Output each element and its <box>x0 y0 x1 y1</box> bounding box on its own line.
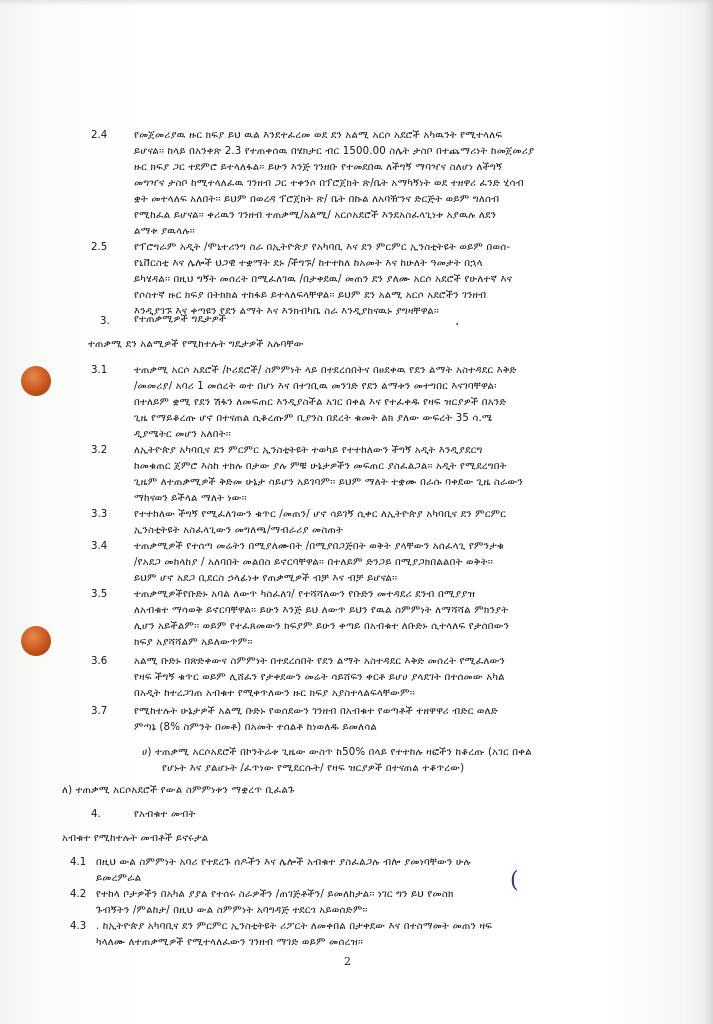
paragraph-line: ልማቱ ያዉላሉ፡፡ <box>134 226 195 237</box>
paragraph-line: የፕሮግራም አዲት /ሞኒተሪንግ ስራ በኢትዮጵያ የአካባቢ እና ደን ምርምር ኢንስቲትዩት ወይም በወሰ- <box>134 242 511 253</box>
section-number: 3. <box>100 316 110 327</box>
paragraph-line: /መመሪያ/ አባሪ 1 መሰረት ወተ በሆነ እና በተገቢዉ መንገድ የደን ልማቱን መተግበር እናገባቸዋል፡ <box>134 381 497 392</box>
paragraph-number: 4.1 <box>70 857 87 868</box>
paragraph-number: 3.1 <box>91 365 108 376</box>
paragraph-line: ዲያሜትር መሆን አለበት፡፡ <box>134 429 231 440</box>
paragraph-line: በዚህ ውል ስምምነት አባሪ የተደረጉ ሰዶችን እና ሌሎች አብቁተ ያስፈልጋሉ ብሎ ያመነባቸውን ሁሉ <box>96 857 471 868</box>
paragraph-line: አልሚ ቡድኑ በጽድቀውና ስምምነት በተደረሰበት የደን ልማት አስተዳደር እቅድ መሰረት የሚፈለውን <box>134 656 506 667</box>
paragraph-line: ጊዜም ለተጠቃሚዎች ቅድመ ሁኔታ ሳይሆን አይገባም፡፡ ይህም ማለት ተቋሙ በራሱ ባቀደው ጊዜ ስራውን <box>134 477 523 488</box>
paragraph-line: በተለይም ቋሚ የደን ሽፋን ለመፍጠር እንዲያስችል አገር በቀል እና የተፈቀዱ የዛፍ ዝርያዎች በአንድ <box>134 397 507 408</box>
sub-item-line: ሀ) ተጠቃሚ አርሶአደሮች በኮንትራቱ ጊዜው ውስጥ ከ50% በላይ የተተከሉ ዛፎችን ከቆረጡ (አገር በቀል <box>142 747 532 758</box>
paragraph-line: ይህም ሆኖ አደጋ ቢደርስ ኃላፊነቱ የጠቃሚዎች ብቻ እና ብቻ ይሆናል፡፡ <box>134 573 398 584</box>
paragraph-line: ጊዜ የማይቆረጡ ሆኖ በተናጠል ሲቆረጡም ቢያንስ በደረት ቁመት ልክ ያለው ውፍረት 35 ሳ.ሜ <box>134 413 493 424</box>
page-right-shadow <box>704 0 713 1024</box>
page-number: 2 <box>344 955 351 968</box>
section-number: 4. <box>91 809 101 820</box>
handwritten-ink-mark: ( <box>510 868 519 893</box>
paragraph-number: 4.2 <box>70 889 87 900</box>
paragraph-line: ከመቁጠር ጀምሮ እስከ ተክሉ በታው ያሉ ምቹ ሁኔታዎችን መፍጠር ያስፈልጋል፡፡ አዲት የሚደረግበት <box>134 461 507 472</box>
paragraph-line: . ከኢትዮጵያ አካባቢና ደን ምርምር ኢንስቲትዩት ሪፖርት ለመቀበል በታቀደው እና በተስማመት መጠን ዛፍ <box>96 921 493 932</box>
paragraph-line: የሶስተኛ ዙር ክፍያ በትክክል ተከፋይ ይተላለፍላቸዋል፡፡ ይህም ደን አልሚ አርሶ አደሮችን ገንዘብ <box>134 290 487 301</box>
punch-hole-bottom <box>21 626 51 656</box>
sub-item-line: ለ) ተጠቃሚ አርሶአደሮች የውል ስምምነቱን ማቋረጥ ቢፈልጉ <box>62 785 295 796</box>
paragraph-line: የመጀመሪያዉ ዙር ክፍያ ይህ ዉል እንደተፈረመ ወደ ደን አልሚ አርሶ አደሮች አካዉንት የሚተላለፍ <box>134 130 503 141</box>
paragraph-line: መግዣና ታስቦ ከሚተላለፈዉ ገንዘብ ጋር ተቀንሶ በፕሮጀክት ጽ/ቤት አማካኝነት ወደ ተዘዋሪ ፈንድ ሂሳብ <box>134 178 524 189</box>
punch-hole-top <box>21 366 51 396</box>
paragraph-line: ኢንስቲትዩት አስፈላጊውን መግለጫ/ማብራሪያ መስጠት <box>134 525 344 536</box>
paragraph-line: /የአደጋ መከላከያ / አለባበት መልበስ ይኖርባቸዋል፡፡ በተለይም ድንጋይ በሚያጋክበልልበት ወቅት፡፡ <box>134 557 493 568</box>
paragraph-line: ጉብኝትን /ምልከታ/ በዚህ ውል ስምምነት አባግዳጅ ተደርጎ አይወሰድም፡፡ <box>96 905 368 916</box>
section-intro: ተጠቃሚ ደን አልሚዎች የሚከተሉት ግዴታዎች አሉባቸው <box>88 339 304 350</box>
paragraph-line: ለአብቁተ ማሳወቅ ይኖርባቸዋል፡፡ ይሁን እንጅ ይህ ለውጥ ይህን የዉል ስምምነት ለማሻሻል ምክንያት <box>134 605 509 616</box>
paragraph-number: 2.4 <box>91 130 108 141</box>
paragraph-line: ሊሆን አይችልም፡፡ ወይም የተፈጸመውን ክፍያም ይሁን ቀጣይ በአብቁተ ለቡድኑ ሲተላለፍ የታሰበውን <box>134 621 510 632</box>
paragraph-line: ክፍያ አያሻሻልም አይለውጥም፡፡ <box>134 637 253 648</box>
section-heading: የአብቁተ መብት <box>134 809 196 820</box>
paragraph-line: የተከላ ቦታዎችን በአካል ያያል የተሰሩ ስራዎችን /ጠገጅቶችን/ ይመለከታል፡፡ ነገር ግን ይህ የመስክ <box>96 889 454 900</box>
paragraph-line: ቋት መተላለፍ አለበት፡፡ ይህም በወረዳ ፕሮጀክት ጽ/ ቤት በኩል ለአባዥንና ድርጅት ወይም ግለሰብ <box>134 194 500 205</box>
paragraph-line: ማከናወን ይችላል ማለት ነው፡፡ <box>134 493 247 504</box>
paragraph-number: 3.5 <box>91 589 108 600</box>
paragraph-line: ዙር ክፍያ ጋር ተደምሮ ይተላለፋል፡፡ ይሁን እንጅ ገንዘቡ የተመደበዉ ለችግኝ ማባዣና ስለሆነ ለችግኝ <box>134 162 503 173</box>
paragraph-number: 3.4 <box>91 541 108 552</box>
sub-item-line: የሆኑት እና ያልሆኑት /ፈጥነው የሚደርሱት/ የዛፍ ዝርያዎች በተናጠል ተቆጥረው) <box>162 763 465 774</box>
paragraph-number: 3.6 <box>91 656 108 667</box>
paragraph-line: እንዲያገኙ እና ቀጣዩን የደን ልማት እና እንክብካቤ ስራ እንዲያከናዉኑ ያግዛቸዋል፡፡ <box>134 306 439 317</box>
paragraph-line: ተጠቃሚዎች የተሰጣ መሬትን በሚያለሙበት /በሚያበጋጅበት ወቅት ያላቸውን አሰፈላጊ የምንታቁ <box>134 541 505 552</box>
stray-dot-mark: . <box>455 313 460 329</box>
paragraph-line: የዛፍ ችግኝ ቁጥር ወይም ሊሸፈን የታቀደውን መሬት ሳይሸፍን ቀርቶ ይሆሀ ያላደገት በተሰመው አካል <box>134 672 505 683</box>
paragraph-number: 2.5 <box>91 242 108 253</box>
paragraph-number: 3.7 <box>91 706 108 717</box>
paragraph-line: ይካሄዳል፡፡ በዚህ ግኝት መሰረት በሚፈለገዉ /በታቀደዉ/ መጠን ደን ያለሙ አርሶ አደሮች የሁለተኛ እና <box>134 274 513 285</box>
paragraph-line: የተተከለው ችግኝ የሚፈለገውን ቁጥር /መጠን/ ሆኖ ሳይገኝ ሲቀር ለኢትዮጵያ አካባቢና ደን ምርምር <box>134 509 507 520</box>
paragraph-number: 4.3 <box>70 921 87 932</box>
paragraph-line: ምጣኔ (8% ስምንት በመቶ) በአመት ተሰልቶ ከነወለዱ ይመለሳል <box>134 722 377 733</box>
paragraph-line: ተጠቃሚዎችየቡድኑ አባል ለውጥ ካስፈለገ/ የተሻሻለውን የቡድን መተዳደሪ ደንብ በሚያያዝ <box>134 589 476 600</box>
paragraph-line: ለኢትዮጵያ አካባቢና ደን ምርምር ኢንስቲትዩት ተወካይ የተተከለውን ችግኝ አዲት እንዲያደርግ <box>134 445 483 456</box>
paragraph-line: የሚከተሉት ሁኔታዎች አልሚ ቡድኑ የወሰደውን ገንዘብ በአብቁተ የወጣቶች ተዘዋዋሪ ብድር ወለድ <box>134 706 498 717</box>
paragraph-line: ካላለሙ ለተጠቃሚዎች የሚተላለፈውን ገንዘብ ማገድ ወይም መሰረዝ፡፡ <box>96 937 364 948</box>
section-intro: አብቁተ የሚከተሉት መብቶች ይኖሩታል <box>62 833 209 844</box>
paragraph-number: 3.3 <box>91 509 108 520</box>
paragraph-number: 3.2 <box>91 445 108 456</box>
paragraph-line: ይመረምራል <box>96 873 142 884</box>
paragraph-line: ይሆናል፡፡ ከላይ በአንቀጽ 2.3 የተጠቀሰዉ በሄክታር ብር 1500.00 ስሌት ታስቦ በተጨማሪነት ከመጀመሪያ <box>134 146 535 157</box>
paragraph-line: ተጠቃሚ አርሶ አደሮች /ኮሪደሮች/ ስምምነት ላይ በተደረሰበትና በፀደቀዉ የደን ልማት አስተዳደር እቅድ <box>134 365 517 376</box>
paragraph-line: የኒቨርስቲ እና ሌሎች ህጋዊ ተቋማት ደኑ /ችግኙ/ ከተተከለ ከአመት እና ከሁለት ዓመታት በኋላ <box>134 258 483 269</box>
paragraph-line: በአዲት ከተረጋገጠ አብቁተ የሚቀጥለውን ዙር ክፍያ አያስተላልፍላቸውም፡፡ <box>134 688 415 699</box>
section-heading: የተጠቃሚዎች ግዴታዎች <box>134 314 227 325</box>
paragraph-line: የሚከፈል ይሆናል፡፡ ቀሪዉን ገንዘብ ተጠቃሚ/አልሚ/ አርሶአደሮች እንደአስፈላጊነቱ አያዉሉ ለደን <box>134 210 497 221</box>
page-top-shadow <box>0 0 713 6</box>
